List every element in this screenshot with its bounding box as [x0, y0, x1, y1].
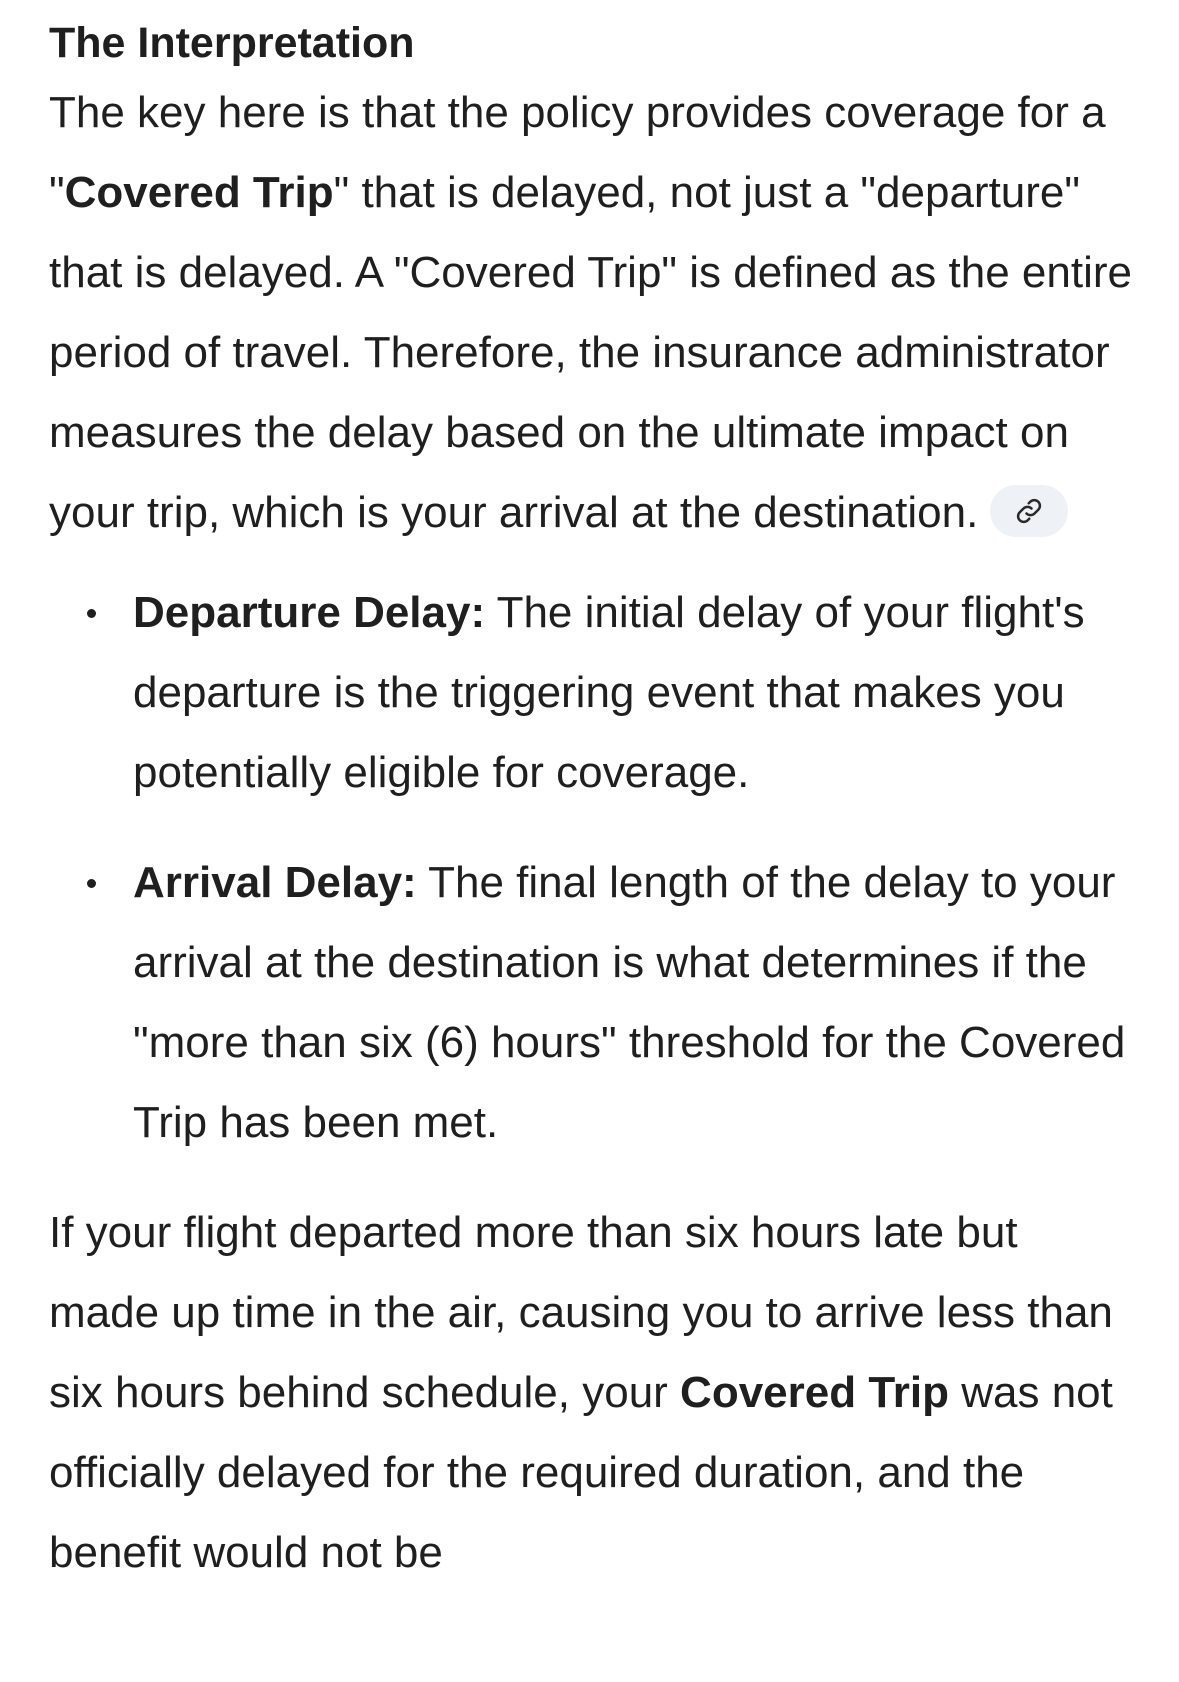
- section-title: The Interpretation: [49, 19, 415, 67]
- list-item-label: Arrival Delay:: [133, 858, 417, 907]
- bullet-dot: [87, 879, 96, 888]
- intro-paragraph: [49, 73, 1139, 553]
- intro-text-2: " that is delayed, not just a "departure" that is delayed. A "Covered Trip" is defined as the entire period of travel. Therefore, the insurance administrator measures the delay based on the ultimate impact on your trip, which is your arrival at the destination.: [49, 168, 1132, 537]
- list-item: [49, 573, 1139, 813]
- bullet-dot: [87, 609, 96, 618]
- list-item: [49, 843, 1139, 1163]
- outro-text-2: was not officially delayed for the required duration, and the benefit would not be: [49, 1368, 1113, 1577]
- outro-bold-term: Covered Trip: [680, 1368, 950, 1417]
- outro-text-1: If your flight departed more than six hours late but made up time in the air, causing you to arrive less than six hours behind schedule, your: [49, 1208, 1113, 1417]
- link-icon: [1014, 496, 1044, 526]
- intro-text-1: The key here is that the policy provides coverage for a ": [49, 88, 1106, 217]
- list-item-label: Departure Delay:: [133, 588, 486, 637]
- list-item-text: The final length of the delay to your arrival at the destination is what determines if the "more than six (6) hours" threshold for the Covered Trip has been met.: [133, 858, 1126, 1147]
- bullet-list: [49, 573, 1139, 1163]
- answer-content: [49, 0, 1139, 1593]
- intro-bold-term: Covered Trip: [64, 168, 334, 217]
- source-link-button[interactable]: [990, 485, 1068, 537]
- list-item-text: The initial delay of your flight's departure is the triggering event that makes you potentially eligible for coverage.: [133, 588, 1085, 797]
- outro-paragraph: [49, 1193, 1139, 1593]
